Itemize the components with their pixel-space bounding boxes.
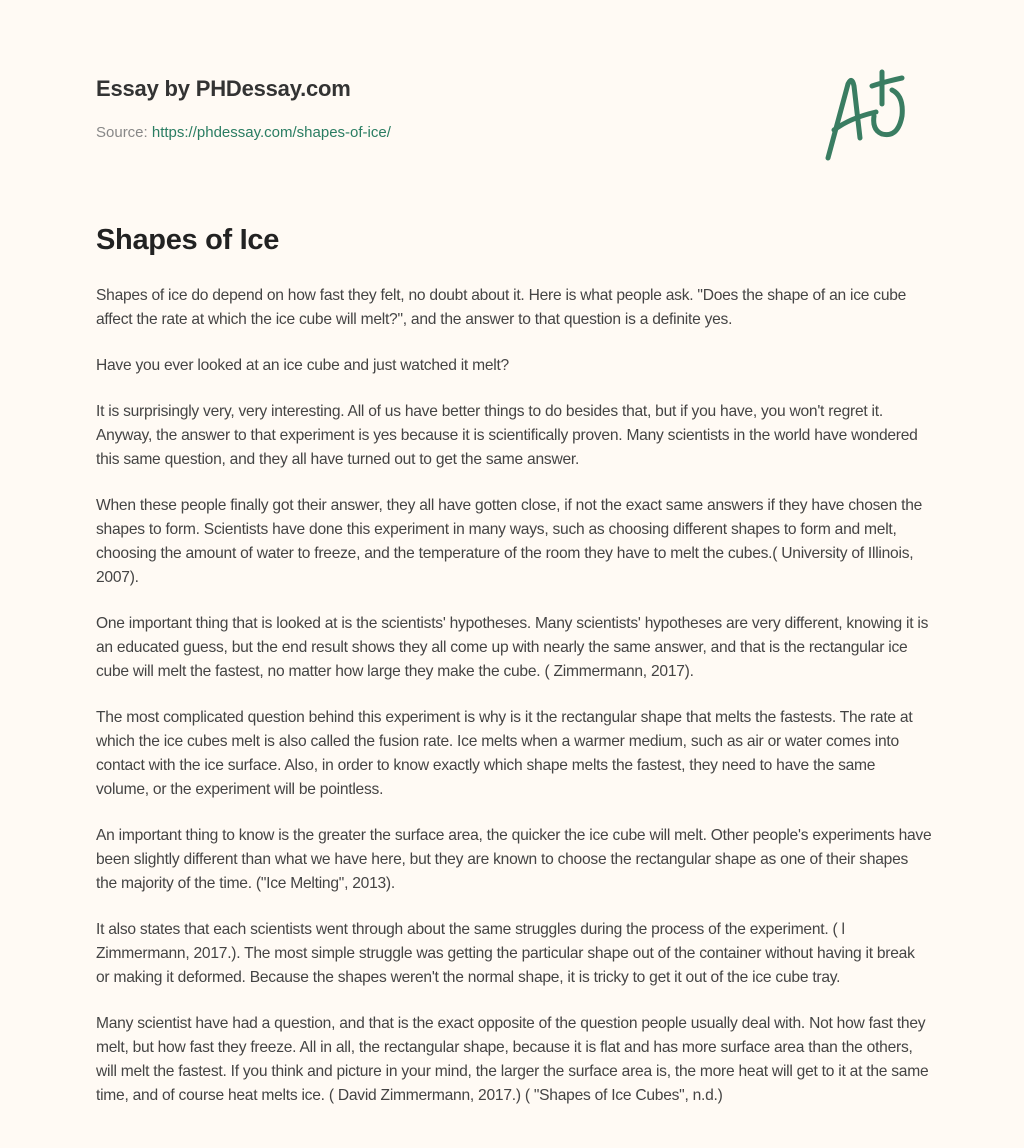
paragraph: It also states that each scientists went through about the same struggles during the process of the experiment. ( l Zimmermann, 2017.). The most simple struggle was getting the particular shape out of the container without having it break or making it deformed. Because the shapes weren't the normal shape, it is tricky to get it out of the ice cube tray. bbox=[96, 921, 915, 986]
essay-body bbox=[96, 284, 932, 1130]
paragraph: An important thing to know is the greater the surface area, the quicker the ice cube will melt. Other people's experiments have been slightly different than what we have here, but they are known to choose the rectangular shape as one of their shapes the majority of the time. ("Ice Melting", 2013). bbox=[96, 827, 932, 892]
source-label: Source: bbox=[96, 124, 148, 141]
paragraph: Have you ever looked at an ice cube and just watched it melt? bbox=[96, 357, 509, 374]
essay-title: Shapes of Ice bbox=[96, 224, 280, 256]
essay-header bbox=[96, 76, 391, 141]
a-plus-logo-icon bbox=[820, 68, 930, 168]
paragraph: Shapes of ice do depend on how fast they felt, no doubt about it. Here is what people ask. "Does the shape of an ice cube affect the rate at which the ice cube will melt?", and the answer to that question is a definite yes. bbox=[96, 287, 907, 328]
paragraph: One important thing that is looked at is the scientists' hypotheses. Many scientists' hypotheses are very different, knowing it is an educated guess, but the end result shows they all come up with nearly the same answer, and that is the rectangular ice cube will melt the fastest, no matter how large they make the cube. ( Zimmermann, 2017). bbox=[96, 615, 929, 680]
paragraph: The most complicated question behind this experiment is why is it the rectangular shape that melts the fastests. The rate at which the ice cubes melt is also called the fusion rate. Ice melts when a warmer medium, such as air or water comes into contact with the ice surface. Also, in order to know exactly which shape melts the fastest, they need to have the same volume, or the experiment will be pointless. bbox=[96, 709, 913, 798]
paragraph: When these people finally got their answer, they all have gotten close, if not the exact same answers if they have chosen the shapes to form. Scientists have done this experiment in many ways, such as choosing different shapes to form and melt, choosing the amount of water to freeze, and the temperature of the room they have to melt the cubes.( University of Illinois, 2007). bbox=[96, 497, 923, 586]
source-link[interactable]: https://phdessay.com/shapes-of-ice/ bbox=[151, 124, 391, 141]
site-title: Essay by PHDessay.com bbox=[96, 76, 351, 101]
paragraph: It is surprisingly very, very interesting. All of us have better things to do besides that, but if you have, you won't regret it. Anyway, the answer to that experiment is yes because it is scientifically proven. Many scientists in the world have wondered this same question, and they all have turned out to get the same answer. bbox=[96, 403, 918, 468]
paragraph: Many scientist have had a question, and that is the exact opposite of the question people usually deal with. Not how fast they melt, but how fast they freeze. All in all, the rectangular shape, because it is flat and has more surface area than the others, will melt the fastest. If you think and picture in your mind, the larger the surface area is, the more heat will get to it at the same time, and of course heat melts ice. ( David Zimmermann, 2017.) ( "Shapes of Ice Cubes", n.d.) bbox=[96, 1015, 929, 1104]
source-line bbox=[96, 124, 391, 141]
